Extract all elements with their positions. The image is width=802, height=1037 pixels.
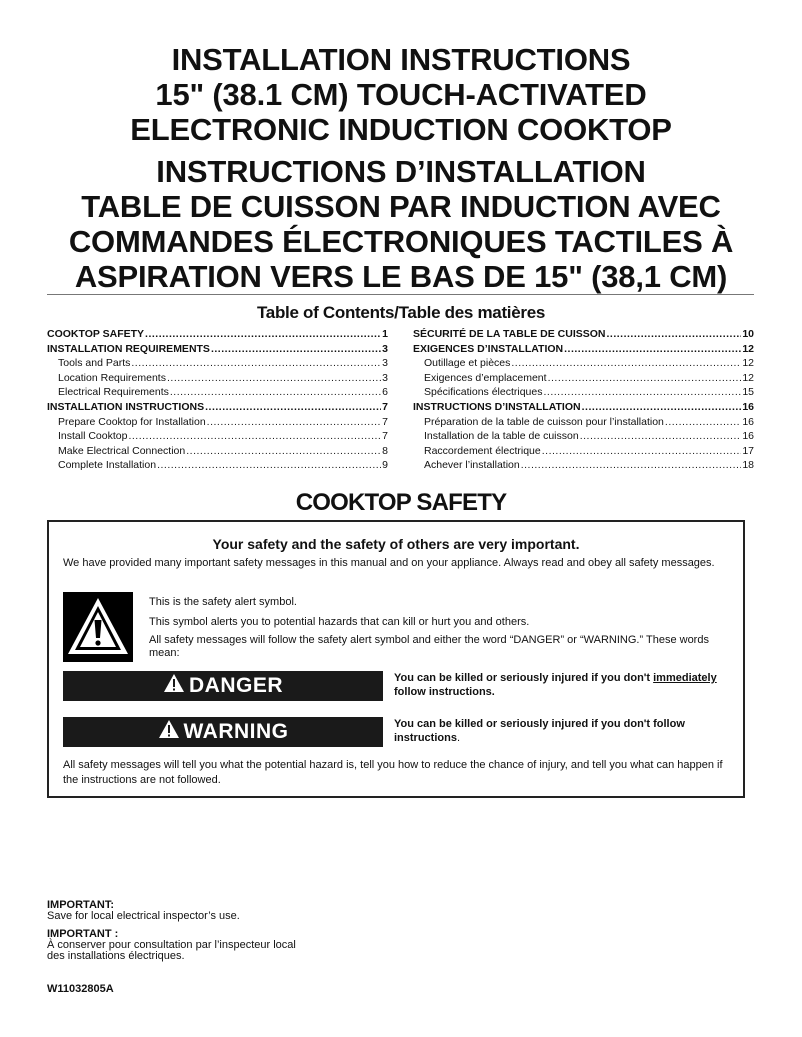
toc-entry-label: Préparation de la table de cuisson pour l’installation (424, 415, 664, 428)
toc-entry-page: 16 (742, 430, 754, 443)
toc-entry-label: INSTRUCTIONS D’INSTALLATION (413, 400, 581, 413)
toc-entry-label: Installation de la table de cuisson (424, 430, 579, 443)
toc-entry[interactable] (413, 327, 754, 342)
danger-label-text: DANGER (188, 674, 283, 697)
toc-entry-page: 3 (382, 342, 388, 355)
toc-entry-page: 16 (742, 415, 754, 428)
important-note-french (47, 929, 296, 962)
toc-entry-label: COOKTOP SAFETY (47, 328, 145, 340)
toc-entry[interactable] (413, 444, 754, 459)
toc-leader-dots (543, 385, 741, 400)
toc-entry-label: Install Cooktop (58, 430, 128, 443)
warning-label-text: WARNING (183, 720, 289, 743)
important-text: des installations électriques. (47, 950, 185, 962)
toc-entry[interactable] (413, 429, 754, 444)
toc-entry-page: 7 (382, 430, 388, 443)
title-line: TABLE DE CUISSON PAR INDUCTION AVEC (81, 189, 721, 224)
toc-entry-page: 16 (742, 400, 754, 413)
toc-entry-page: 8 (382, 444, 388, 457)
symbol-description: This symbol alerts you to potential hazards that can kill or hurt you and others. (149, 616, 530, 628)
toc-entry-page: 3 (382, 371, 388, 384)
toc-column-english (47, 327, 388, 473)
document-title (0, 42, 802, 294)
toc-leader-dots (207, 415, 381, 430)
toc-leader-dots (580, 429, 742, 444)
toc-entry-label: Outillage et pièces (424, 357, 511, 370)
safety-title: Your safety and the safety of others are very important. (212, 536, 580, 552)
toc-entry-label: Electrical Requirements (58, 386, 169, 399)
warning-description-text: You can be killed or seriously injured if you don't follow instructions (394, 718, 685, 744)
toc-entry[interactable] (47, 429, 388, 444)
title-english (0, 42, 802, 147)
toc-entry-label: INSTALLATION INSTRUCTIONS (47, 400, 205, 413)
important-text: Save for local electrical inspector’s use. (47, 910, 240, 922)
toc-entry-page: 12 (742, 342, 754, 355)
toc-leader-dots (128, 429, 381, 444)
toc-entry-label: Make Electrical Connection (58, 444, 186, 457)
toc-entry-page: 9 (382, 459, 388, 472)
danger-description-emphasis: immediately (653, 672, 717, 684)
title-line: 15" (38.1 CM) TOUCH-ACTIVATED (155, 77, 647, 112)
toc-entry[interactable] (47, 415, 388, 430)
divider (47, 294, 754, 295)
toc-leader-dots (582, 400, 742, 415)
warning-triangle-icon (158, 719, 180, 745)
toc-leader-dots (511, 356, 741, 371)
toc-entry[interactable] (413, 385, 754, 400)
toc-entry-label: Location Requirements (58, 371, 166, 384)
toc-entry-page: 12 (742, 371, 754, 384)
toc-entry-page: 12 (742, 357, 754, 370)
toc-entry[interactable] (413, 400, 754, 415)
toc-entry[interactable] (47, 385, 388, 400)
title-line: COMMANDES ÉLECTRONIQUES TACTILES À (68, 224, 734, 259)
title-line: ASPIRATION VERS LE BAS DE 15" (38,1 CM) (74, 259, 728, 294)
toc-entry-label: Achever l’installation (424, 459, 520, 472)
toc-column-french (413, 327, 754, 473)
toc-leader-dots (607, 327, 742, 342)
toc-entry-label: Spécifications électriques (424, 386, 543, 399)
toc-entry-label: Prepare Cooktop for Installation (58, 415, 206, 428)
toc-leader-dots (211, 342, 381, 357)
toc-leader-dots (170, 385, 381, 400)
toc-entry[interactable] (47, 371, 388, 386)
toc-leader-dots (564, 342, 741, 357)
toc-entry[interactable] (47, 327, 388, 342)
important-label: IMPORTANT: (47, 899, 115, 911)
important-label: IMPORTANT : (47, 928, 119, 940)
toc-entry-label: Tools and Parts (58, 357, 131, 370)
toc-entry-page: 3 (382, 357, 388, 370)
toc-entry[interactable] (413, 415, 754, 430)
toc-entry-page: 7 (382, 415, 388, 428)
toc-leader-dots (665, 415, 741, 430)
danger-description-text: You can be killed or seriously injured if you don't (394, 672, 654, 684)
important-text: À conserver pour consultation par l’inspecteur local (47, 939, 296, 951)
toc-entry-page: 18 (742, 459, 754, 472)
safety-alert-icon (63, 592, 133, 662)
toc-entry[interactable] (47, 400, 388, 415)
toc-leader-dots (521, 458, 742, 473)
safety-box (47, 520, 745, 798)
toc-leader-dots (548, 371, 742, 386)
toc-leader-dots (167, 371, 381, 386)
title-line: INSTRUCTIONS D’INSTALLATION (156, 154, 646, 189)
safety-intro: We have provided many important safety messages in this manual and on your appliance. Always read and obey all safety messages. (63, 557, 715, 569)
safety-outro: All safety messages will tell you what the potential hazard is, tell you how to reduce the chance of injury, and tell you what can happen if the instructions are not followed. (63, 759, 723, 786)
toc-entry-page: 15 (742, 386, 754, 399)
toc-heading: Table of Contents/Table des matières (256, 303, 546, 322)
warning-triangle-icon (163, 673, 185, 699)
toc-leader-dots (131, 356, 381, 371)
toc-entry-page: 1 (382, 328, 388, 340)
toc-entry[interactable] (413, 458, 754, 473)
title-french (0, 154, 802, 294)
danger-description (394, 671, 734, 699)
toc-entry-label: EXIGENCES D’INSTALLATION (413, 342, 564, 355)
toc-leader-dots (205, 400, 381, 415)
toc-entry[interactable] (413, 356, 754, 371)
section-heading: COOKTOP SAFETY (295, 489, 507, 516)
toc-entry-page: 17 (742, 444, 754, 457)
symbol-description: All safety messages will follow the safety alert symbol and either the word “DANGER” or “WARNING.” These words mean: (149, 634, 709, 659)
part-number: W11032805A (47, 983, 114, 995)
symbol-description: This is the safety alert symbol. (149, 596, 297, 608)
title-line: INSTALLATION INSTRUCTIONS (171, 42, 631, 77)
toc-entry-label: Raccordement électrique (424, 444, 541, 457)
toc-leader-dots (145, 327, 381, 342)
toc-entry[interactable] (47, 356, 388, 371)
toc-entry-page: 6 (382, 386, 388, 399)
toc-entry[interactable] (47, 458, 388, 473)
toc-entry-label: Exigences d’emplacement (424, 371, 547, 384)
toc-entry[interactable] (413, 342, 754, 357)
toc-leader-dots (542, 444, 742, 459)
toc-leader-dots (186, 444, 381, 459)
toc-entry-page: 10 (742, 328, 754, 340)
toc-entry-page: 7 (382, 400, 388, 413)
toc-entry[interactable] (47, 342, 388, 357)
warning-description-end: . (456, 732, 461, 744)
toc-entry-label: SÉCURITÉ DE LA TABLE DE CUISSON (413, 328, 606, 340)
toc-entry-label: INSTALLATION REQUIREMENTS (47, 342, 210, 355)
toc-leader-dots (157, 458, 381, 473)
warning-label (63, 717, 383, 747)
danger-description-text: follow instructions. (394, 686, 495, 698)
title-line: ELECTRONIC INDUCTION COOKTOP (130, 112, 672, 147)
toc-entry[interactable] (413, 371, 754, 386)
important-note-english (47, 900, 240, 922)
toc-entry[interactable] (47, 444, 388, 459)
danger-label (63, 671, 383, 701)
toc-entry-label: Complete Installation (58, 459, 157, 472)
warning-description (394, 717, 734, 745)
